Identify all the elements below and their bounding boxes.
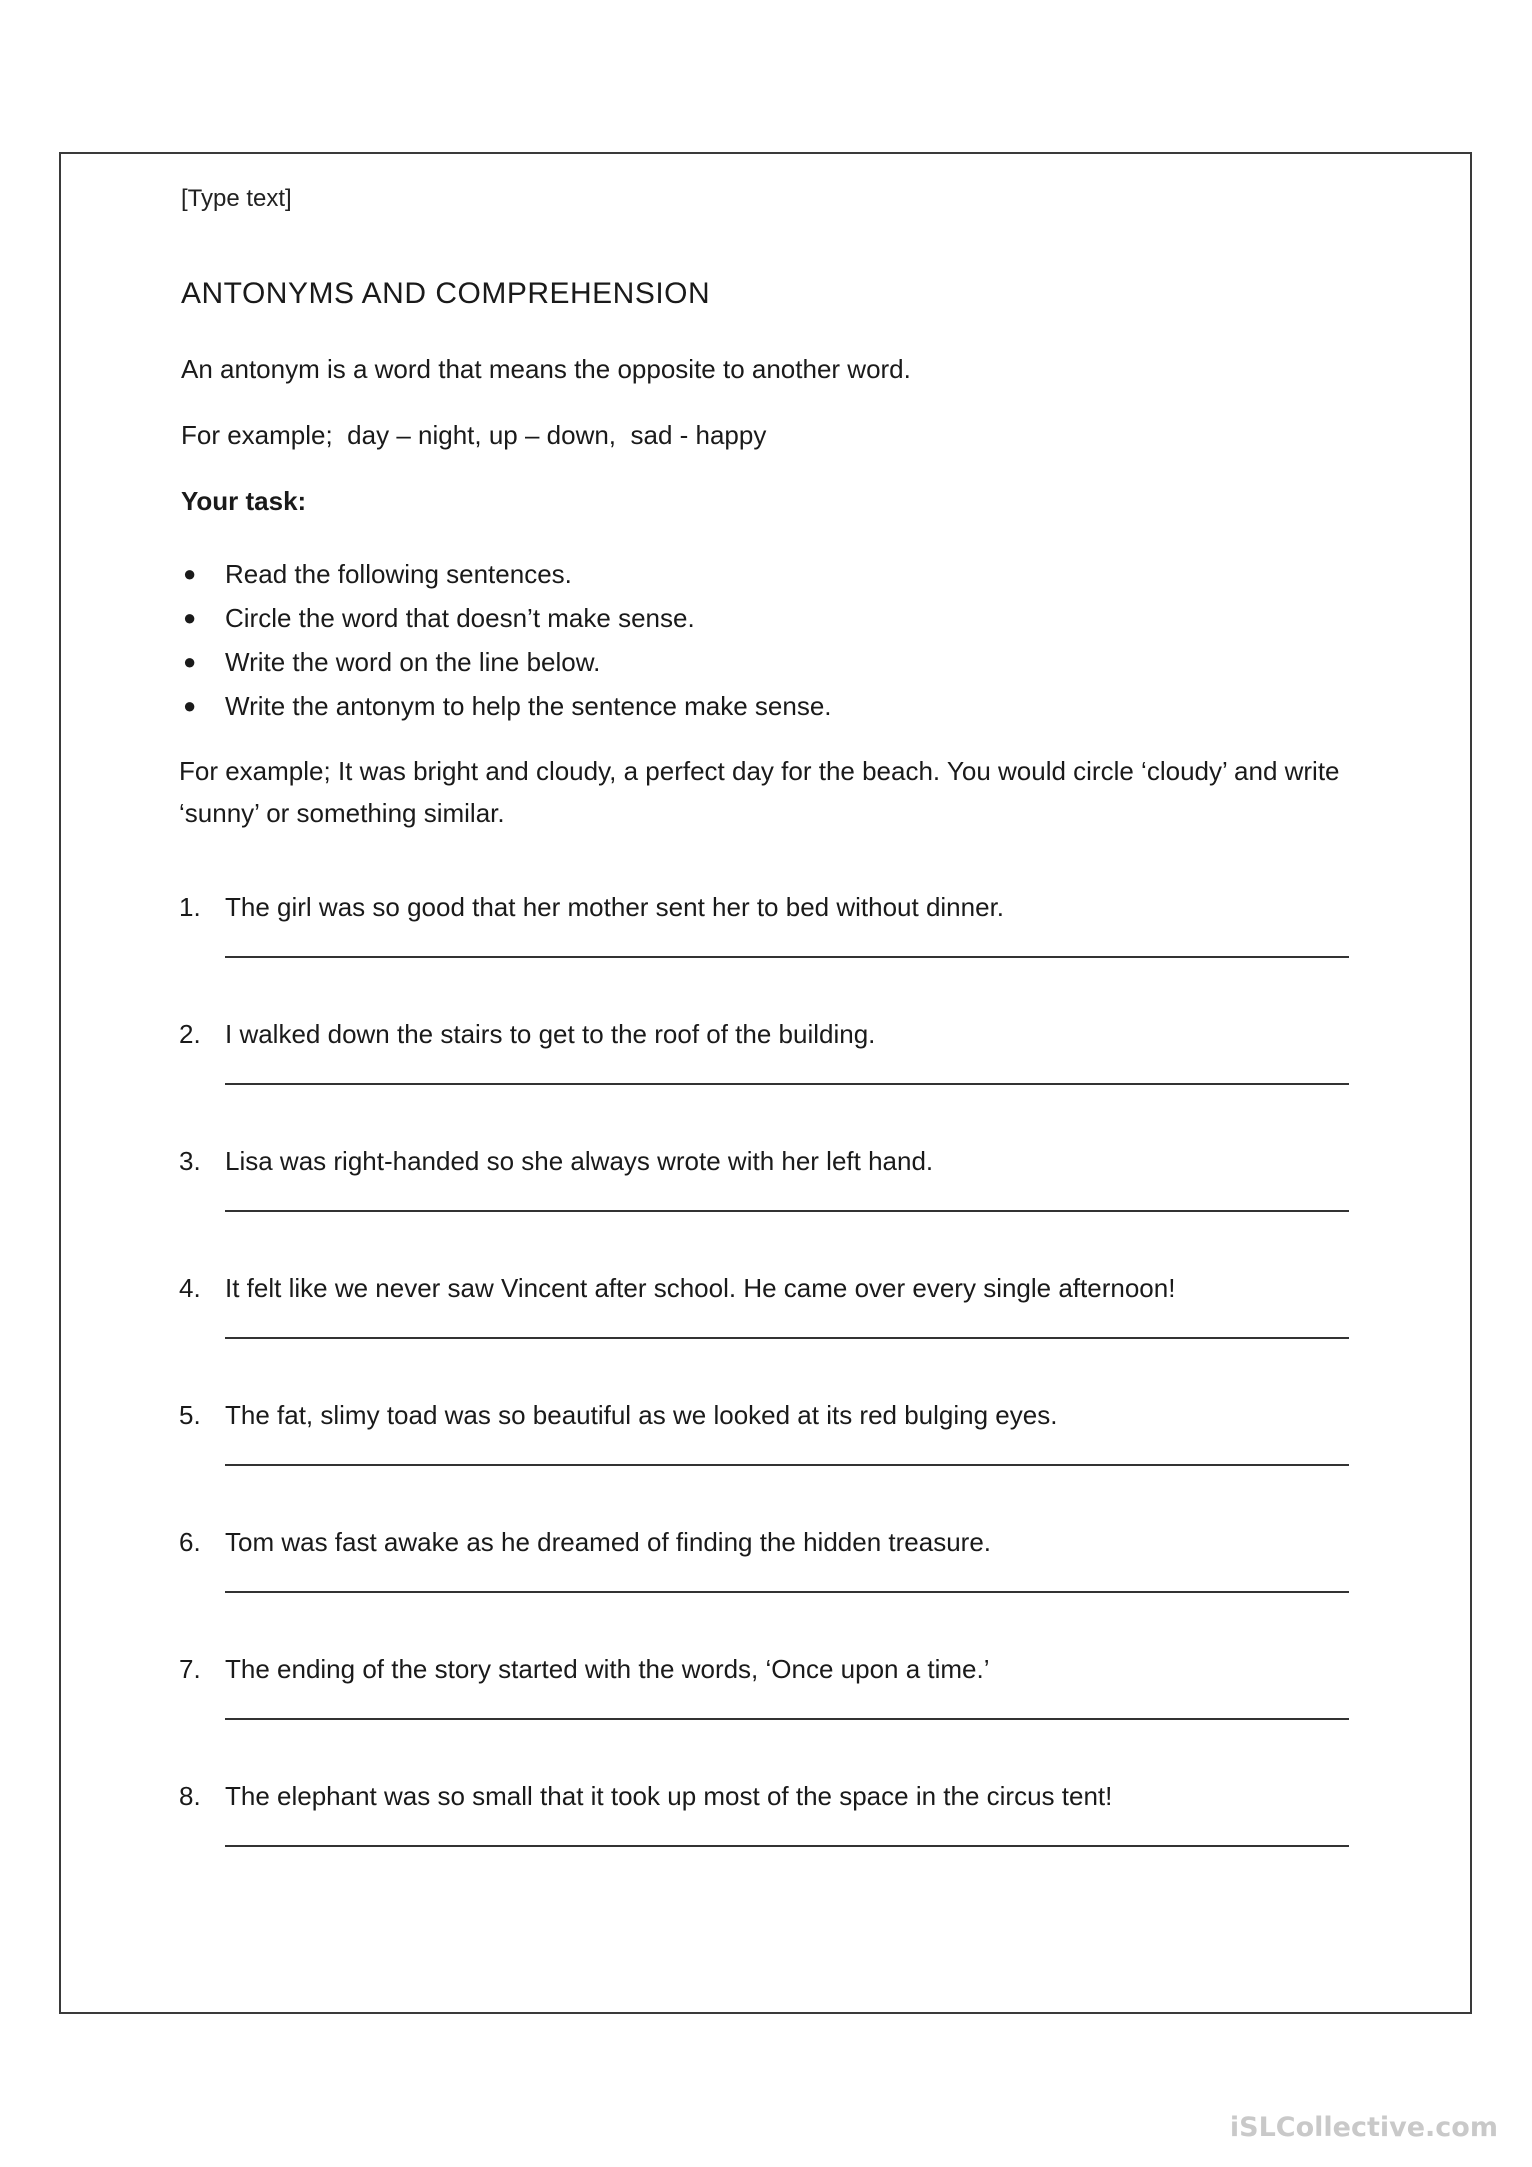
question-number: 4.	[179, 1273, 201, 1303]
question-text[interactable]: Lisa was right-handed so she always wrote with her left hand.	[225, 1146, 934, 1176]
task-bullet-text: Write the word on the line below.	[225, 647, 601, 677]
answer-line[interactable]	[225, 1718, 1349, 1720]
question-text[interactable]: It felt like we never saw Vincent after school. He came over every single afternoon!	[225, 1273, 1176, 1303]
question-number: 6.	[179, 1527, 201, 1557]
task-bullet	[181, 552, 832, 596]
worksheet-page	[59, 152, 1472, 2014]
answer-line[interactable]	[225, 1464, 1349, 1466]
answer-line[interactable]	[225, 1845, 1349, 1847]
question-item	[179, 1400, 1319, 1527]
answer-line[interactable]	[225, 956, 1349, 958]
question-number: 1.	[179, 892, 201, 922]
bullet-icon: ●	[183, 693, 197, 718]
task-bullet-text: Circle the word that doesn’t make sense.	[225, 603, 695, 633]
question-item	[179, 1146, 1319, 1273]
question-text[interactable]: The ending of the story started with the words, ‘Once upon a time.’	[225, 1654, 990, 1684]
answer-line[interactable]	[225, 1083, 1349, 1085]
question-text[interactable]: The girl was so good that her mother sent her to bed without dinner.	[225, 892, 1005, 922]
question-text[interactable]: I walked down the stairs to get to the roof of the building.	[225, 1019, 876, 1049]
question-number: 5.	[179, 1400, 201, 1430]
task-bullet-text: Write the antonym to help the sentence make sense.	[225, 691, 832, 721]
question-list	[179, 892, 1319, 1908]
bullet-icon: ●	[183, 561, 197, 586]
question-item	[179, 1654, 1319, 1781]
answer-line[interactable]	[225, 1210, 1349, 1212]
site-watermark: iSLCollective.com	[1229, 2112, 1498, 2143]
header-placeholder-text: [Type text]	[181, 185, 292, 212]
question-item	[179, 1019, 1319, 1146]
question-number: 7.	[179, 1654, 201, 1684]
question-text[interactable]: Tom was fast awake as he dreamed of finding the hidden treasure.	[225, 1527, 991, 1557]
task-bullet	[181, 684, 832, 728]
answer-line[interactable]	[225, 1337, 1349, 1339]
bullet-icon: ●	[183, 605, 197, 630]
question-item	[179, 1527, 1319, 1654]
question-item	[179, 1781, 1319, 1908]
task-bullet	[181, 640, 832, 684]
task-bullet	[181, 596, 832, 640]
question-number: 8.	[179, 1781, 201, 1811]
question-text[interactable]: The elephant was so small that it took up most of the space in the circus tent!	[225, 1781, 1113, 1811]
worked-example-instruction: For example; It was bright and cloudy, a perfect day for the beach. You would circle ‘cloudy’ and write ‘sunny’ or something similar.	[179, 756, 1340, 828]
question-number: 2.	[179, 1019, 201, 1049]
question-text[interactable]: The fat, slimy toad was so beautiful as we looked at its red bulging eyes.	[225, 1400, 1058, 1430]
worksheet-title: ANTONYMS AND COMPREHENSION	[181, 277, 711, 310]
antonym-definition: An antonym is a word that means the opposite to another word.	[181, 354, 911, 384]
task-bullet-text: Read the following sentences.	[225, 559, 572, 589]
question-item	[179, 892, 1319, 1019]
bullet-icon: ●	[183, 649, 197, 674]
task-bullet-list	[181, 552, 832, 728]
question-number: 3.	[179, 1146, 201, 1176]
antonym-example: For example; day – night, up – down, sad - happy	[181, 420, 767, 450]
task-label: Your task:	[181, 486, 307, 516]
answer-line[interactable]	[225, 1591, 1349, 1593]
question-item	[179, 1273, 1319, 1400]
